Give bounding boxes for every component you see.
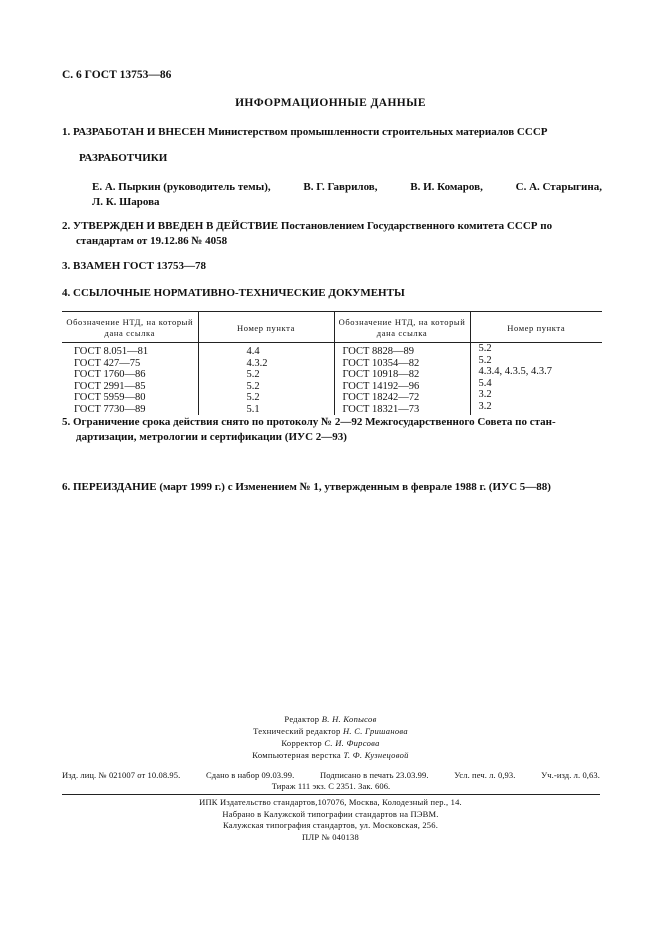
section-4: 4. ССЫЛОЧНЫЕ НОРМАТИВНО-ТЕХНИЧЕСКИЕ ДОКУМЕНТЫ	[62, 287, 405, 299]
page-header: С. 6 ГОСТ 13753—86	[62, 69, 172, 81]
cell-doc: ГОСТ 8828—89	[342, 346, 415, 357]
developer-5: Л. К. Шарова	[92, 196, 160, 208]
publication-info	[62, 770, 600, 792]
left-clause-column	[198, 343, 334, 416]
corrector-name: С. И. Фирсова	[324, 738, 380, 748]
pub-circulation: Тираж 111 экз. С 2351. Зак. 606.	[271, 781, 391, 791]
cell-doc: ГОСТ 5959—80	[74, 392, 146, 403]
printing-line: Калужская типография стандартов, ул. Московская, 256.	[222, 820, 439, 830]
editor-name: В. Н. Копысов	[321, 714, 377, 724]
cell-doc: ГОСТ 1760—86	[74, 369, 146, 380]
cell-doc: ГОСТ 7730—89	[74, 403, 146, 415]
cell-clause: 5.4	[478, 377, 492, 389]
imprint-editor	[0, 713, 661, 725]
cell-doc: ГОСТ 8.051—81	[74, 346, 149, 357]
pub-typeset: Сдано в набор 09.03.99.	[206, 770, 295, 780]
layout-name: Т. Ф. Кузнецовой	[343, 750, 409, 760]
section-2-line1: 2. УТВЕРЖДЕН И ВВЕДЕН В ДЕЙСТВИЕ Постановлением Государственного комитета СССР по	[62, 220, 553, 232]
section-1: 1. РАЗРАБОТАН И ВНЕСЕН Министерством промышленности строительных материалов СССР	[62, 126, 548, 138]
editor-label: Редактор	[284, 714, 320, 724]
section-5	[62, 415, 602, 445]
cell-clause: 4.3.2	[246, 357, 268, 369]
table-header-row	[62, 312, 602, 343]
pub-signed: Подписано в печать 23.03.99.	[319, 770, 429, 780]
section-2	[62, 219, 602, 249]
layout-label: Компьютерная верстка	[252, 750, 341, 760]
right-doc-column	[334, 343, 470, 416]
cell-doc: ГОСТ 427—75	[74, 357, 141, 369]
cell-doc: ГОСТ 14192—96	[342, 380, 420, 392]
header-doc-right: Обозначение НТД, на который дана ссылка	[334, 312, 470, 343]
imprint-tech-editor	[0, 725, 661, 737]
cell-clause: 5.2	[246, 392, 260, 403]
section-2-line2: стандартам от 19.12.86 № 4058	[76, 235, 228, 247]
pub-print-sheets: Усл. печ. л. 0,93.	[454, 770, 516, 780]
printing-line: Набрано в Калужской типографии стандартов на ПЭВМ.	[222, 808, 439, 819]
section-5-line2: дартизации, метрологии и сертификации (ИУС 2—93)	[76, 431, 347, 443]
developer-1: Е. А. Пыркин (руководитель темы),	[92, 181, 271, 193]
cell-doc: ГОСТ 18321—73	[342, 403, 420, 415]
cell-doc: ГОСТ 18242—72	[342, 392, 420, 403]
corrector-label: Корректор	[281, 738, 322, 748]
pub-license: Изд. лиц. № 021007 от 10.08.95.	[62, 770, 181, 780]
right-clause-column	[470, 343, 602, 416]
section-6: 6. ПЕРЕИЗДАНИЕ (март 1999 г.) с Изменением № 1, утвержденным в феврале 1988 г. (ИУС 5—88)	[62, 481, 551, 493]
cell-clause: 5.1	[246, 403, 260, 415]
cell-doc: ГОСТ 2991—85	[74, 380, 146, 392]
cell-clause: 5.2	[246, 380, 260, 392]
cell-clause: 3.2	[478, 389, 492, 400]
divider-line	[62, 794, 600, 795]
imprint-layout	[0, 749, 661, 761]
tech-editor-name: Н. С. Гришанова	[342, 726, 408, 736]
cell-clause: 4.4	[246, 346, 260, 357]
table-row	[62, 343, 602, 416]
cell-clause: 5.2	[246, 369, 260, 380]
left-doc-column	[62, 343, 198, 416]
cell-doc: ГОСТ 10918—82	[342, 369, 420, 380]
imprint-corrector	[0, 737, 661, 749]
developer-2: В. Г. Гаврилов,	[303, 181, 378, 193]
references-table	[62, 311, 602, 416]
developers-list	[92, 180, 602, 210]
cell-clause: 5.2	[478, 343, 492, 354]
tech-editor-label: Технический редактор	[253, 726, 341, 736]
cell-clause: 4.3.4, 4.3.5, 4.3.7	[478, 366, 552, 377]
printing-line: ПЛР № 040138	[302, 831, 359, 842]
printing-info	[0, 797, 661, 843]
section-5-line1: 5. Ограничение срока действия снято по протоколу № 2—92 Межгосударственного Совета по стан-	[62, 416, 556, 428]
page-title: ИНФОРМАЦИОННЫЕ ДАННЫЕ	[235, 97, 426, 109]
cell-clause: 5.2	[478, 354, 492, 366]
header-clause-right: Номер пункта	[470, 312, 602, 343]
developer-4: С. А. Старыгина,	[515, 181, 602, 193]
section-3: 3. ВЗАМЕН ГОСТ 13753—78	[62, 260, 207, 272]
pub-edit-sheets: Уч.-изд. л. 0,63.	[541, 770, 600, 780]
printing-line: ИПК Издательство стандартов,107076, Москва, Колодезный пер., 14.	[199, 797, 462, 807]
cell-clause: 3.2	[478, 400, 492, 412]
header-doc-left: Обозначение НТД, на который дана ссылка	[62, 312, 198, 343]
cell-doc: ГОСТ 10354—82	[342, 357, 420, 369]
developers-label: РАЗРАБОТЧИКИ	[79, 152, 168, 164]
header-clause-left: Номер пункта	[198, 312, 334, 343]
developer-3: В. И. Комаров,	[410, 181, 483, 193]
